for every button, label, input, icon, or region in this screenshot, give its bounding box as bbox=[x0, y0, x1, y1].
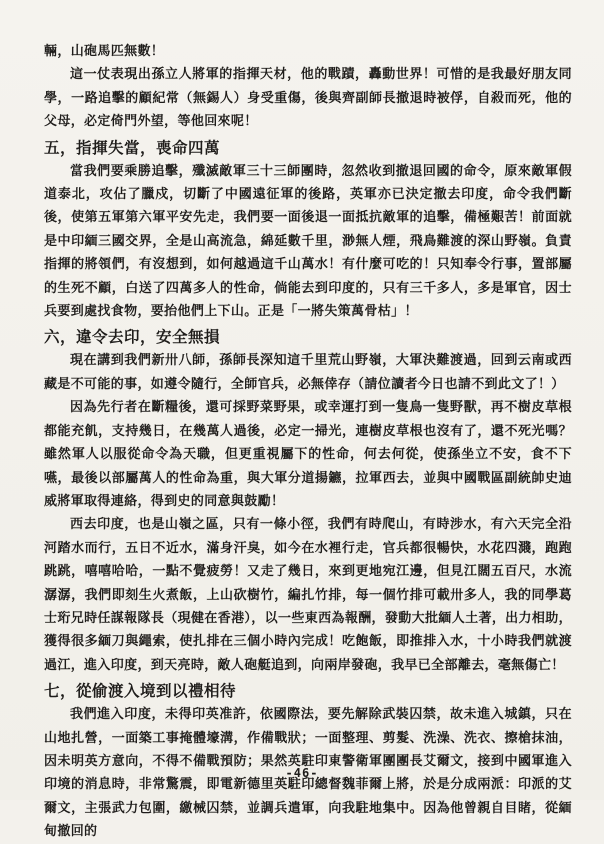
paragraph: 當我們要乘勝追擊，殲滅敵軍三十三師團時，忽然收到撤退回國的命令，原來敵軍假道泰北，攻佔了臘戍，切斷了中國遠征軍的後路，英軍亦已決定撤去印度，命令我們斷後，使第五軍第六軍平安先走，我們要一面後退一面抵抗敵軍的追擊，備極艱苦！前面就是中印緬三國交界，全是山高流急，綿延數千里，渺無人煙，飛鳥難渡的深山野嶺。負責指揮的將領們，有沒想到，如何越過這千山萬水！有什麼可吃的！只知奉令行事，置部屬的生死不顧，白送了四萬多人的性命，倘能去到印度的，只有三千多人，多是軍官，因士兵要到處找食物，要抬他們上下山。正是「一將失策萬骨枯」！ bbox=[44, 163, 572, 320]
section-heading: 六，違令去印，安全無損 bbox=[44, 328, 221, 347]
page-content bbox=[44, 40, 572, 844]
section-heading: 七，從偷渡入境到以禮相待 bbox=[44, 682, 237, 701]
section-heading: 五，指揮失當，喪命四萬 bbox=[44, 138, 221, 157]
page-number: -46- bbox=[285, 766, 319, 780]
paragraph: 輛，山砲馬匹無數！ bbox=[44, 44, 165, 59]
paragraph: 西去印度，也是山嶺之區，只有一條小徑，我們有時爬山，有時涉水，有六天完全沿河踏水而行，五日不近水，滿身汗臭，如今在水裡行走，官兵都很暢快，水花四濺，跑跑跳跳，嘻嘻哈哈，一點不覺疲勞！又走了幾日，來到更地宛江邊，但見江闊五百尺，水流潺潺，我們即刻生火煮飯，上山砍樹竹，編扎竹排，每一個竹排可載卅多人，我的同學葛士珩兄時任謀報隊長（現健在香港），以一些東西為報酬，發動大批緬人土著，出力相助，獲得很多緬刀與繩索，使扎排在三個小時內完成！吃飽飯，即推排入水，十小時我們就渡過江，進入印度，到天亮時，敵人砲艇追到，向兩岸發砲，我早已全部離去，毫無傷亡！ bbox=[44, 517, 572, 673]
paragraph: 這一仗表現出孫立人將軍的指揮天材，他的戰蹟，轟動世界！可惜的是我最好朋友同學，一路追擊的顧紀常（無錫人）身受重傷，後與齊副師長撤退時被俘，自殺而死，他的父母，必定倚門外望，等他回來呢！ bbox=[44, 67, 572, 130]
paragraph: 現在講到我們新卅八師，孫師長深知這千里荒山野嶺，大軍決難渡過，回到云南或西藏是不可能的事，如遵令隨行，全師官兵，必無倖存（請位讀者今日也請不到此文了！） bbox=[44, 353, 572, 392]
paragraph: 我們進入印度，未得印英准許，依國際法，要先解除武裝囚禁，故未進入城鎮，只在山地扎營，一面築工事掩體壕溝，作備戰狀；一面整理、剪髮、洗澡、洗衣、擦槍抹油，因未明英方意向，不得不備戰預防；果然英駐印東警衛軍團團長艾爾文，接到中國軍進入印境的消息時，非常驚震，即電新德里英駐印總督魏菲爾上將，於是分成兩派：印派的艾爾文，主張武力包圍，繳械囚禁，並調兵遣軍，向我駐地集中。因為他曾親自目睹，從緬甸撤回的 bbox=[44, 707, 572, 840]
paragraph: 因為先行者在斷糧後，還可採野菜野果，或幸運打到一隻鳥一隻野獸，再不樹皮草根都能充飢，支持幾日，在幾萬人過後，必定一掃光，連樹皮草根也沒有了，還不死光嗎？雖然軍人以服從命令為天職，但更重視屬下的性命，何去何從，使孫坐立不安，食不下嚥，最後以部屬萬人的性命為重，與大軍分道揚鑣，拉軍西去，並與中國戰區副統帥史迪威將軍取得連絡，得到史的同意與鼓勵！ bbox=[44, 400, 572, 509]
